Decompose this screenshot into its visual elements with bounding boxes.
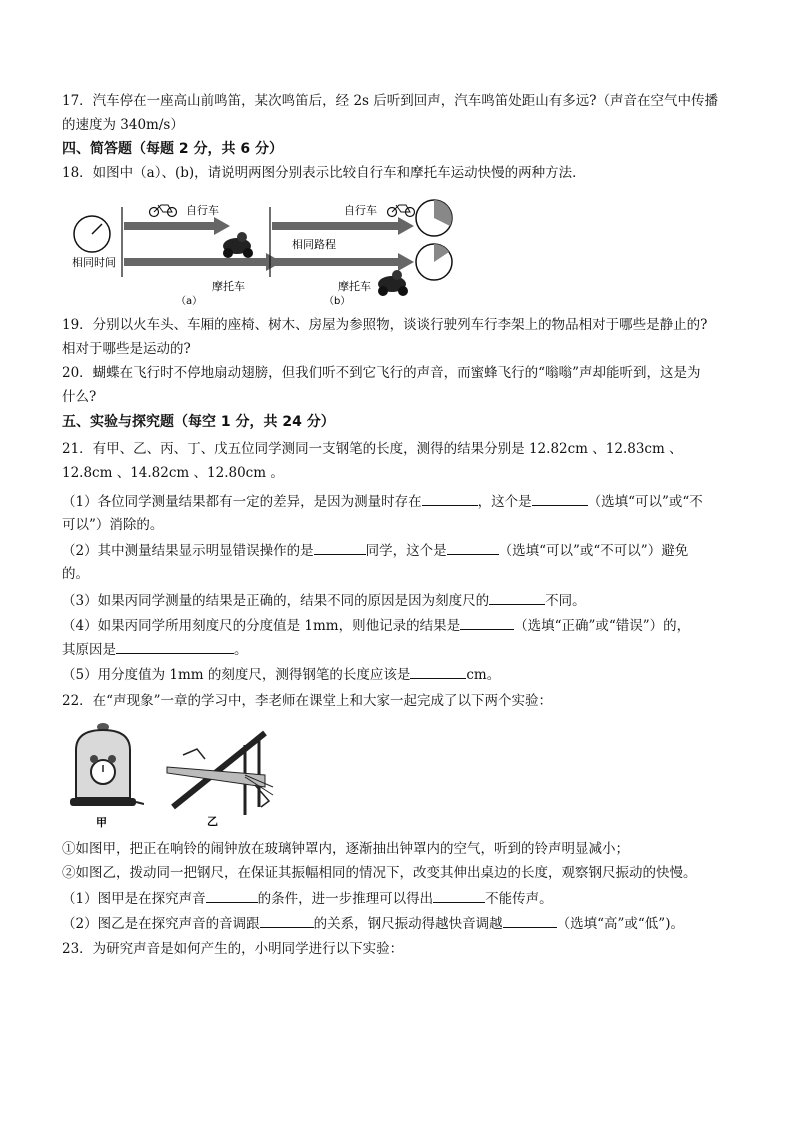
answer-blank[interactable] [206, 889, 258, 903]
q21-part4-line1: （4）如果丙同学所用刻度尺的分度值是 1mm，则他记录的结果是 （选填“正确”或“错误”）的， [62, 618, 691, 634]
q18-figure [62, 192, 482, 310]
label-same-time: 相同时间 [72, 256, 116, 269]
label-yi: 乙 [207, 815, 218, 828]
q21-line1: 21．有甲、乙、丙、丁、戊五位同学测同一支钢笔的长度，测得的结果分别是 12.82cm 、12.83cm 、 [62, 441, 683, 457]
label-motorcycle-a: 摩托车 [212, 280, 245, 293]
q22-part2: （2）图乙是在探究声音的音调跟 的关系，钢尺振动得越快音调越 （选填“高”或“低”)。 [62, 916, 684, 932]
q21-line2: 12.8cm 、14.82cm 、12.80cm 。 [62, 465, 284, 481]
q20-line1: 20．蝴蝶在飞行时不停地扇动翅膀，但我们听不到它飞行的声音，而蜜蜂飞行的“嗡嗡”声却能听到，这是为 [62, 365, 701, 381]
label-bicycle-b: 自行车 [344, 204, 377, 217]
q21-part4-line2: 其原因是 。 [62, 642, 248, 658]
clock-icon [416, 244, 452, 280]
bicycle-icon [388, 205, 415, 217]
label-same-distance: 相同路程 [292, 238, 336, 251]
answer-blank[interactable] [433, 889, 485, 903]
bell-jar-figure [66, 720, 144, 832]
q22-part1: （1）图甲是在探究声音 的条件，进一步推理可以得出 不能传声。 [62, 891, 553, 907]
q17-line2: 的速度为 340m/s） [62, 117, 184, 133]
caption-b: （b） [324, 296, 351, 307]
bicycle-icon [150, 205, 177, 217]
section5-title: 五、实验与探究题（每空 1 分，共 24 分） [62, 414, 335, 430]
label-motorcycle-b: 摩托车 [338, 280, 371, 293]
q21-part5: （5）用分度值为 1mm 的刻度尺，测得钢笔的长度应该是 cm。 [62, 667, 501, 683]
label-jia: 甲 [96, 816, 107, 829]
answer-blank[interactable] [422, 492, 478, 506]
answer-blank[interactable] [260, 914, 314, 928]
answer-blank[interactable] [489, 591, 545, 605]
answer-blank[interactable] [460, 616, 514, 630]
answer-blank[interactable] [532, 492, 588, 506]
q21-part1-line1: （1）各位同学测量结果都有一定的差异，是因为测量时存在 ，这个是 （选填“可以”或“不 [62, 494, 703, 510]
q21-part3: （3）如果丙同学测量的结果是正确的，结果不同的原因是因为刻度尺的 不同。 [62, 593, 586, 609]
q23-text: 23．为研究声音是如何产生的，小明同学进行以下实验： [62, 941, 404, 957]
q19-line2: 相对于哪些是运动的? [62, 341, 191, 357]
q18-text: 18．如图中（a）、(b)，请说明两图分别表示比较自行车和摩托车运动快慢的两种方法． [62, 165, 586, 181]
q21-part1-line2: 可以”）消除的。 [62, 517, 164, 533]
answer-blank[interactable] [116, 640, 234, 654]
q19-line1: 19．分别以火车头、车厢的座椅、树木、房屋为参照物，谈谈行驶列车行李架上的物品相对于哪些是静止的? [62, 317, 708, 333]
q21-part2-line2: 的。 [62, 566, 89, 582]
q22-statement1: ①如图甲，把正在响铃的闹钟放在玻璃钟罩内，逐渐抽出钟罩内的空气，听到的铃声明显减小； [62, 841, 629, 857]
q21-part2-line1: （2）其中测量结果显示明显错误操作的是 同学，这个是 （选填“可以”或“不可以”）避免 [62, 543, 689, 559]
motorcycle-icon [223, 232, 253, 258]
answer-blank[interactable] [503, 914, 557, 928]
q22-text: 22．在“声现象”一章的学习中，李老师在课堂上和大家一起完成了以下两个实验： [62, 693, 552, 709]
q17-line1: 17．汽车停在一座高山前鸣笛，某次鸣笛后，经 2s 后听到回声，汽车鸣笛处距山有多远?（声音在空气中传播 [62, 93, 719, 109]
ruler-figure [165, 725, 275, 831]
clock-icon [416, 200, 452, 236]
hand-icon [183, 749, 205, 759]
q22-statement2: ②如图乙，拨动同一把钢尺，在保证其振幅相同的情况下，改变其伸出桌边的长度，观察钢尺振动的快慢。 [62, 865, 697, 881]
motorcycle-icon [378, 270, 408, 296]
answer-blank[interactable] [447, 541, 499, 555]
caption-a: （a） [176, 296, 203, 307]
answer-blank[interactable] [314, 541, 366, 555]
q20-line2: 什么? [62, 389, 97, 405]
answer-blank[interactable] [410, 665, 466, 679]
section4-title: 四、简答题（每题 2 分，共 6 分） [62, 141, 283, 157]
label-bicycle-a: 自行车 [186, 204, 219, 217]
